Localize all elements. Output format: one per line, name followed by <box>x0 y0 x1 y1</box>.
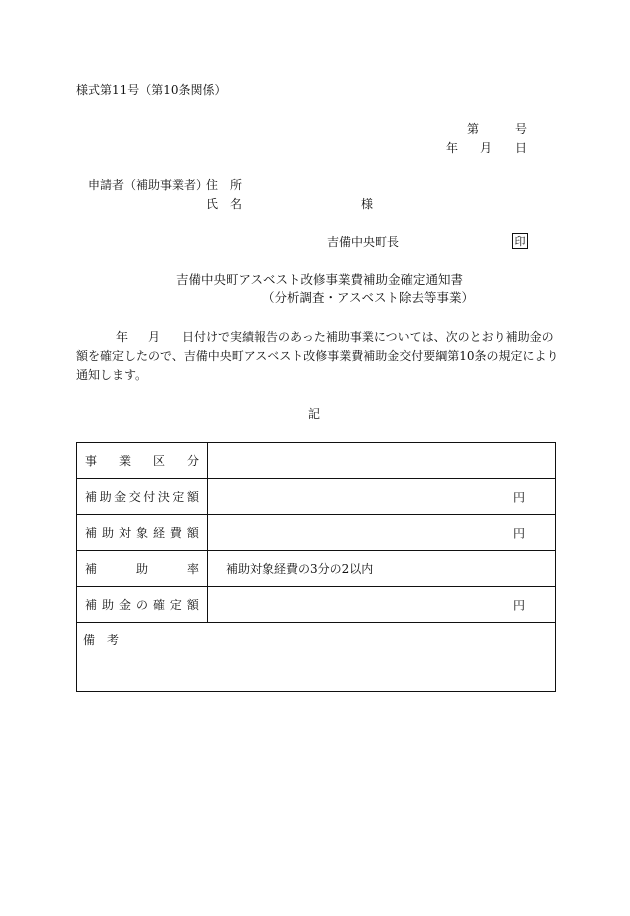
label-char: 助 <box>101 526 114 540</box>
label-char: の <box>135 598 148 612</box>
form-number: 様式第11号（第10条関係） <box>76 83 227 97</box>
label-char: 象 <box>135 526 148 540</box>
table-row <box>77 551 555 587</box>
yen-unit: 円 <box>512 598 525 612</box>
issuer-name: 吉備中央町長 <box>327 235 400 249</box>
honorific: 様 <box>361 197 374 211</box>
row-value <box>208 479 555 514</box>
row-label <box>77 515 208 550</box>
label-char: 率 <box>186 562 199 576</box>
document-number-go: 号 <box>515 122 528 136</box>
yen-unit: 円 <box>512 526 525 540</box>
row-label <box>77 587 208 622</box>
label-char: 補 <box>85 562 98 576</box>
label-char: 額 <box>186 490 199 504</box>
remarks-label: 備 考 <box>83 633 120 647</box>
table-row <box>77 443 555 479</box>
applicant-label: 申請者（補助事業者） <box>88 178 209 192</box>
label-char: 額 <box>186 526 199 540</box>
body-line-2: 額を確定したので、吉備中央町アスベスト改修事業費補助金交付要綱第10条の規定により <box>76 349 559 363</box>
label-char: 定 <box>172 490 185 504</box>
label-char: 対 <box>118 526 131 540</box>
table-row <box>77 515 555 551</box>
document-subtitle: （分析調査・アスベスト除去等事業） <box>262 290 475 305</box>
row-label <box>77 479 208 514</box>
body-line-1: 日付けで実績報告のあった補助事業については、次のとおり補助金の <box>182 330 554 344</box>
row-value <box>208 587 555 622</box>
body-year: 年 <box>116 330 129 344</box>
label-char: 金 <box>118 598 131 612</box>
body-month: 月 <box>148 330 161 344</box>
label-char: 定 <box>169 598 182 612</box>
row-label <box>77 443 208 478</box>
label-char: 補 <box>85 490 98 504</box>
label-char: 確 <box>152 598 165 612</box>
details-table <box>76 442 556 692</box>
label-char: 付 <box>143 490 156 504</box>
label-char: 決 <box>157 490 170 504</box>
row-value <box>208 443 555 478</box>
document-number-dai: 第 <box>467 122 480 136</box>
row-label <box>77 551 208 586</box>
label-char: 額 <box>186 598 199 612</box>
date-month: 月 <box>480 141 493 155</box>
row-value <box>208 515 555 550</box>
label-char: 分 <box>186 454 199 468</box>
date-day: 日 <box>515 141 528 155</box>
label-char: 費 <box>169 526 182 540</box>
label-char: 金 <box>114 490 127 504</box>
label-char: 助 <box>99 490 112 504</box>
seal-stamp: 印 <box>512 233 528 249</box>
body-line-3: 通知します。 <box>76 368 148 382</box>
table-row <box>77 479 555 515</box>
address-label: 住 所 <box>206 178 243 192</box>
table-row <box>77 587 555 623</box>
label-char: 助 <box>101 598 114 612</box>
date-year: 年 <box>446 141 459 155</box>
label-char: 経 <box>152 526 165 540</box>
label-char: 助 <box>135 562 148 576</box>
document-title: 吉備中央町アスベスト改修事業費補助金確定通知書 <box>176 272 464 287</box>
name-label: 氏 名 <box>206 197 243 211</box>
label-char: 補 <box>85 526 98 540</box>
label-char: 区 <box>152 454 165 468</box>
label-char: 事 <box>85 454 98 468</box>
label-char: 業 <box>118 454 131 468</box>
row-value: 補助対象経費の3分の2以内 <box>226 562 374 576</box>
label-char: 補 <box>85 598 98 612</box>
label-char: 交 <box>128 490 141 504</box>
yen-unit: 円 <box>512 490 525 504</box>
ki-heading: 記 <box>308 407 321 421</box>
